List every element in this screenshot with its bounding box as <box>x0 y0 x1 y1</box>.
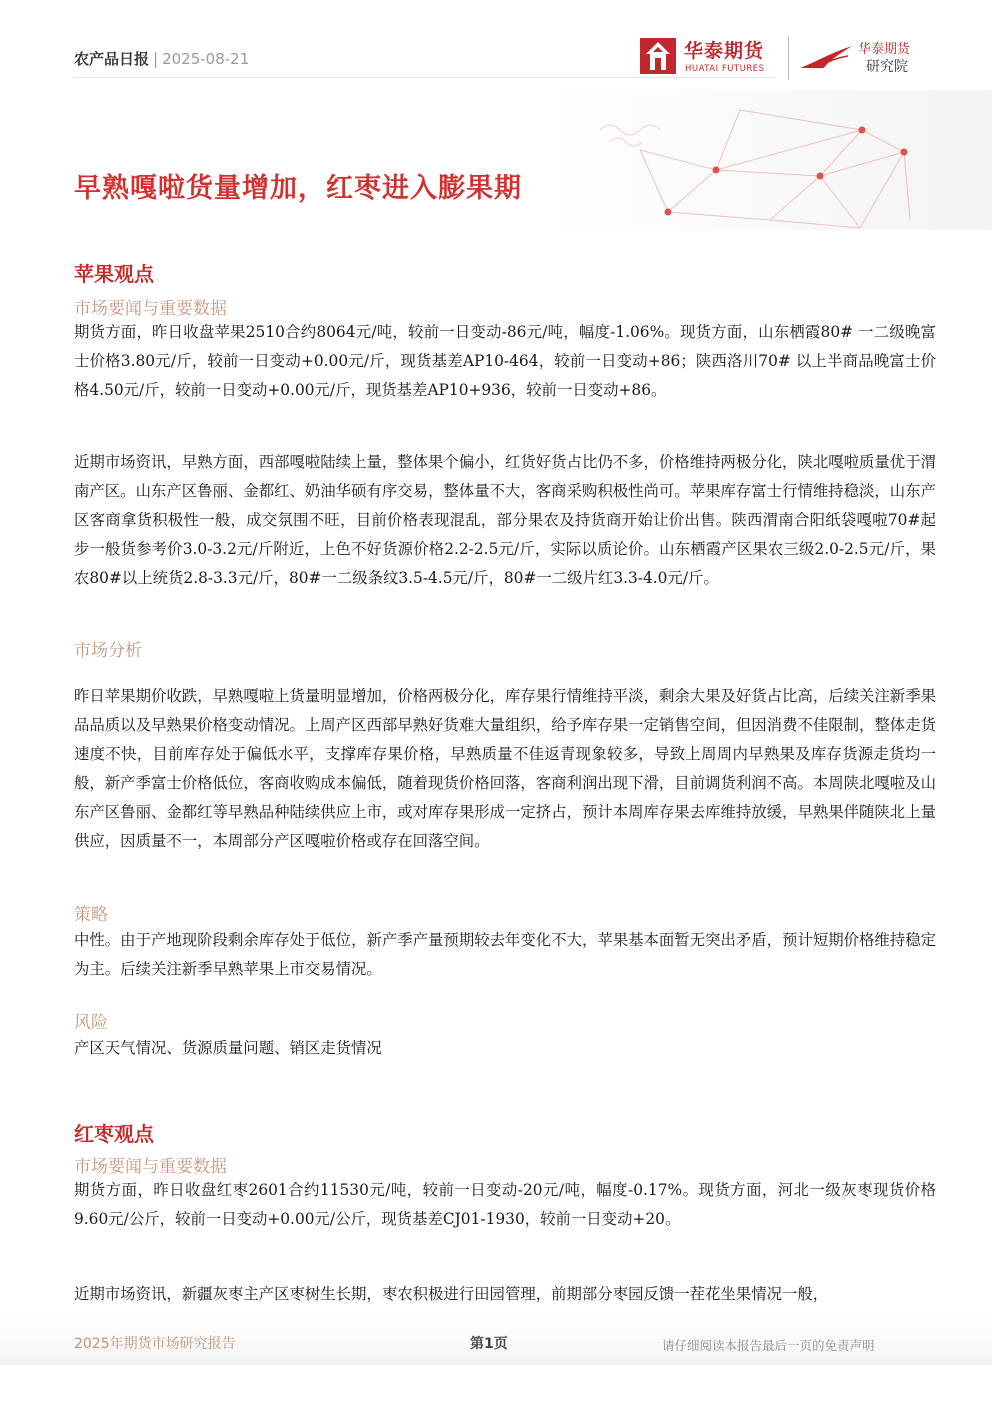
jujube-news-paragraph-2: 近期市场资讯，新疆灰枣主产区枣树生长期，枣农积极进行田园管理，前期部分枣园反馈一茬花坐果情况一般， <box>74 1285 829 1303</box>
company-logo <box>640 36 930 86</box>
jujube-section-title: 红枣观点 <box>74 1122 154 1146</box>
logo-english-name: HUATAI FUTURES <box>685 64 765 74</box>
logo-divider <box>788 36 789 80</box>
disclaimer-note: 请仔细阅读本报告最后一页的免责声明 <box>662 1338 875 1353</box>
huatai-logo-icon <box>640 38 676 74</box>
apple-strategy-paragraph: 中性。由于产地现阶段剩余库存处于低位，新产季产量预期较去年变化不大，苹果基本面暂无突出矛盾，预计短期价格维持稳定为主。后续关注新季早熟苹果上市交易情况。 <box>74 931 936 978</box>
footer-report-name: 2025年期货市场研究报告 <box>74 1336 236 1352</box>
apple-risk-heading: 风险 <box>74 1013 108 1033</box>
apple-section-title: 苹果观点 <box>74 262 154 286</box>
institute-swoosh-icon <box>798 44 858 70</box>
apple-news-paragraph-2: 近期市场资讯，早熟方面，西部嘎啦陆续上量，整体果个偏小，红货好货占比仍不多，价格维持两极分化，陕北嘎啦质量优于渭南产区。山东产区鲁丽、金都红、奶油华硕有序交易，整体量不大，客商采购积极性尚可。苹果库存富士行情维持稳淡，山东产区客商拿货积极性一般，成交氛围不旺，目前价格表现混乱，部分果农及持货商开始让价出售。陕西渭南合阳纸袋嘎啦70#起步一般货参考价3.0-3.2元/斤附近，上色不好货源价格2.2-2.5元/斤，实际以质论价。山东栖霞产区果农三级2.0-2.5元/斤，果农80#以上统货2.8-3.3元/斤，80#一二级条纹3.5-4.5元/斤，80#一二级片红3.3-4.0元/斤。 <box>74 453 936 587</box>
apple-analysis-heading: 市场分析 <box>74 641 142 661</box>
report-headline: 早熟嘎啦货量增加，红枣进入膨果期 <box>74 173 522 204</box>
report-date: 2025-08-21 <box>162 50 250 68</box>
jujube-news-paragraph-1: 期货方面，昨日收盘红枣2601合约11530元/吨，较前一日变动-20元/吨，幅度-0.17%。现货方面，河北一级灰枣现货价格9.60元/公斤，较前一日变动+0.00元/公斤，现货基差CJ01-1930，较前一日变动+20。 <box>74 1181 936 1228</box>
apple-news-heading: 市场要闻与重要数据 <box>74 299 227 319</box>
logo-chinese-name: 华泰期货 <box>684 40 765 62</box>
institute-name-line1: 华泰期货 <box>858 42 911 57</box>
apple-news-paragraph-1: 期货方面，昨日收盘苹果2510合约8064元/吨，较前一日变动-86元/吨，幅度-1.06%。现货方面，山东栖霞80# 一二级晚富士价格3.80元/斤，较前一日变动+0.00元/斤，现货基差AP10-464，较前一日变动+86；陕西洛川70# 以上半商品晚富士价格4.50元/斤，较前一日变动+0.00元/斤，现货基差AP10+936，较前一日变动+86。 <box>74 323 936 399</box>
institute-name-line2: 研究院 <box>866 59 908 75</box>
report-type: 农产品日报 <box>74 50 150 68</box>
jujube-news-heading: 市场要闻与重要数据 <box>74 1157 227 1177</box>
apple-strategy-heading: 策略 <box>74 905 108 925</box>
apple-analysis-paragraph: 昨日苹果期价收跌，早熟嘎啦上货量明显增加，价格两极分化，库存果行情维持平淡，剩余大果及好货占比高，后续关注新季果品品质以及早熟果价格变动情况。上周产区西部早熟好货难大量组织，给予库存果一定销售空间，但因消费不佳限制，整体走货速度不快，目前库存处于偏低水平，支撑库存果价格，早熟质量不佳返青现象较多，导致上周周内早熟果及库存货源走货均一般，新产季富士价格低位，客商收购成本偏低，随着现货价格回落，客商利润出现下滑，目前调货利润不高。本周陕北嘎啦及山东产区鲁丽、金都红等早熟品种陆续供应上市，或对库存果形成一定挤占，预计本周库存果去库维持放缓，早熟果伴随陕北上量供应，因质量不一，本周部分产区嘎啦价格或存在回落空间。 <box>74 687 936 850</box>
banner-decoration <box>0 90 992 230</box>
page-number: 第1页 <box>470 1336 508 1352</box>
apple-risk-paragraph: 产区天气情况、货源质量问题、销区走货情况 <box>74 1039 382 1057</box>
report-type-label <box>74 48 249 69</box>
header-separator: | <box>153 50 159 68</box>
